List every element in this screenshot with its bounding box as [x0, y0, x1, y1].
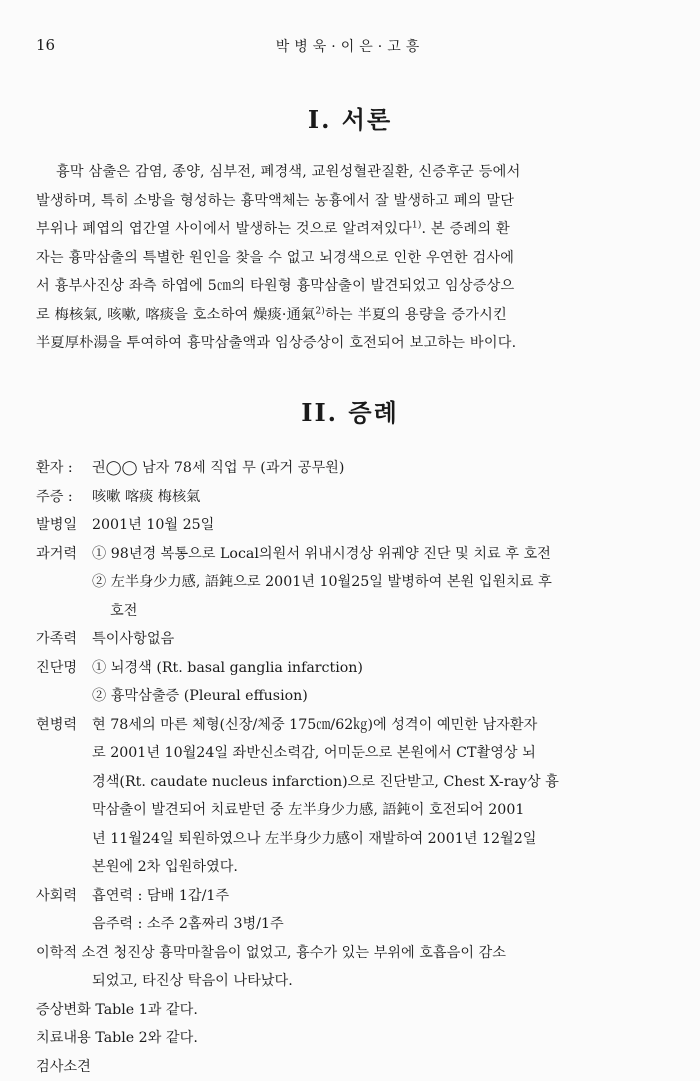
- present-illness-row: [36, 739, 660, 768]
- treatment-row: [36, 1024, 660, 1053]
- present-illness-line: 막삼출이 발견되어 치료받던 중 左半身少力感, 語鈍이 호전되어 2001: [92, 796, 524, 825]
- running-title: 박병욱·이은·고흥: [0, 36, 700, 56]
- diagnosis-row: [36, 682, 660, 711]
- intro-line-text: . 본 증례의 환: [422, 221, 510, 237]
- reference-superscript: 1): [412, 220, 422, 230]
- physical-exam-row: [36, 939, 660, 968]
- intro-line-text: 하는 半夏의 용량을 증가시킨: [325, 307, 507, 323]
- intro-line-text: 부위나 폐엽의 엽간열 사이에서 발생하는 것으로 알려져있다: [36, 221, 412, 237]
- physical-exam-line: 이학적 소견 청진상 흉막마찰음이 없었고, 흉수가 있는 부위에 호흡음이 감소: [36, 939, 506, 968]
- complaint-value: 咳嗽 喀痰 梅核氣: [92, 483, 200, 512]
- reference-superscript: 2): [315, 306, 325, 316]
- social-history-label: 사회력: [36, 882, 77, 911]
- past-history-continuation: 호전: [110, 597, 137, 626]
- symptom-change-row: [36, 996, 660, 1025]
- treatment-text: 치료내용 Table 2와 같다.: [36, 1024, 198, 1053]
- present-illness-line: 년 11월24일 퇴원하였으나 左半身少力感이 재발하여 2001년 12월2일: [92, 825, 536, 854]
- social-history-row: [36, 910, 660, 939]
- diagnosis-item: ② 흉막삼출증 (Pleural effusion): [92, 682, 308, 711]
- introduction-paragraph: [36, 158, 656, 358]
- present-illness-row: [36, 825, 660, 854]
- present-illness-label: 현병력: [36, 711, 77, 740]
- patient-value: 권◯◯ 남자 78세 직업 무 (과거 공무원): [92, 454, 344, 483]
- diagnosis-item: ① 뇌경색 (Rt. basal ganglia infarction): [92, 654, 363, 683]
- past-history-row: [36, 568, 660, 597]
- complaint-row: [36, 483, 660, 512]
- intro-line: [36, 301, 656, 330]
- present-illness-line: 경색(Rt. caudate nucleus infarction)으로 진단받고, Chest X-ray상 흉: [92, 768, 559, 797]
- page-number: 16: [36, 36, 55, 54]
- physical-exam-line: 되었고, 타진상 탁음이 나타났다.: [92, 967, 293, 996]
- complaint-label: 주증 :: [36, 483, 73, 512]
- past-history-label: 과거력: [36, 540, 77, 569]
- patient-label: 환자 :: [36, 454, 73, 483]
- present-illness-row: [36, 768, 660, 797]
- present-illness-line: 본원에 2차 입원하였다.: [92, 853, 238, 882]
- symptom-change-text: 증상변화 Table 1과 같다.: [36, 996, 198, 1025]
- past-history-row: [36, 597, 660, 626]
- onset-row: [36, 511, 660, 540]
- intro-line: [36, 215, 656, 244]
- present-illness-line: 로 2001년 10월24일 좌반신소력감, 어미둔으로 본원에서 CT촬영상 뇌: [92, 739, 536, 768]
- intro-line: 半夏厚朴湯을 투여하여 흉막삼출액과 임상증상이 호전되어 보고하는 바이다.: [36, 329, 656, 358]
- family-history-row: [36, 625, 660, 654]
- onset-label: 발병일: [36, 511, 77, 540]
- social-history-row: [36, 882, 660, 911]
- family-history-value: 특이사항없음: [92, 625, 174, 654]
- section-title-introduction: I. 서론: [0, 100, 700, 135]
- intro-line: 발생하며, 특히 소방을 형성하는 흉막액체는 농흉에서 잘 발생하고 폐의 말단: [36, 187, 656, 216]
- present-illness-line: 현 78세의 마른 체형(신장/체중 175㎝/62㎏)에 성격이 예민한 남자환자: [92, 711, 537, 740]
- family-history-label: 가족력: [36, 625, 77, 654]
- past-history-item: ② 左半身少力感, 語鈍으로 2001년 10월25일 발병하여 본원 입원치료 후: [92, 568, 552, 597]
- drinking-history: 음주력 : 소주 2홉짜리 3병/1주: [92, 910, 284, 939]
- present-illness-row: [36, 853, 660, 882]
- diagnosis-label: 진단명: [36, 654, 77, 683]
- physical-exam-row: [36, 967, 660, 996]
- patient-row: [36, 454, 660, 483]
- smoking-history: 흡연력 : 담배 1갑/1주: [92, 882, 229, 911]
- diagnosis-row: [36, 654, 660, 683]
- section-title-case: II. 증례: [0, 393, 700, 428]
- lab-findings-heading: 검사소견: [36, 1053, 91, 1081]
- present-illness-row: [36, 796, 660, 825]
- lab-findings-row: [36, 1053, 660, 1081]
- present-illness-row: [36, 711, 660, 740]
- intro-line: 서 흉부사진상 좌측 하엽에 5㎝의 타원형 흉막삼출이 발견되었고 임상증상으: [36, 272, 656, 301]
- onset-value: 2001년 10월 25일: [92, 511, 214, 540]
- intro-line: 자는 흉막삼출의 특별한 원인을 찾을 수 없고 뇌경색으로 인한 우연한 검사에: [36, 244, 656, 273]
- past-history-item: ① 98년경 복통으로 Local의원서 위내시경상 위궤양 진단 및 치료 후 호전: [92, 540, 551, 569]
- past-history-row: [36, 540, 660, 569]
- intro-line-text: 로 梅核氣, 咳嗽, 喀痰을 호소하여 燥痰·通氣: [36, 307, 315, 323]
- case-report: [36, 454, 660, 1081]
- intro-line: 흉막 삼출은 감염, 종양, 심부전, 폐경색, 교원성혈관질환, 신증후군 등에서: [36, 158, 656, 187]
